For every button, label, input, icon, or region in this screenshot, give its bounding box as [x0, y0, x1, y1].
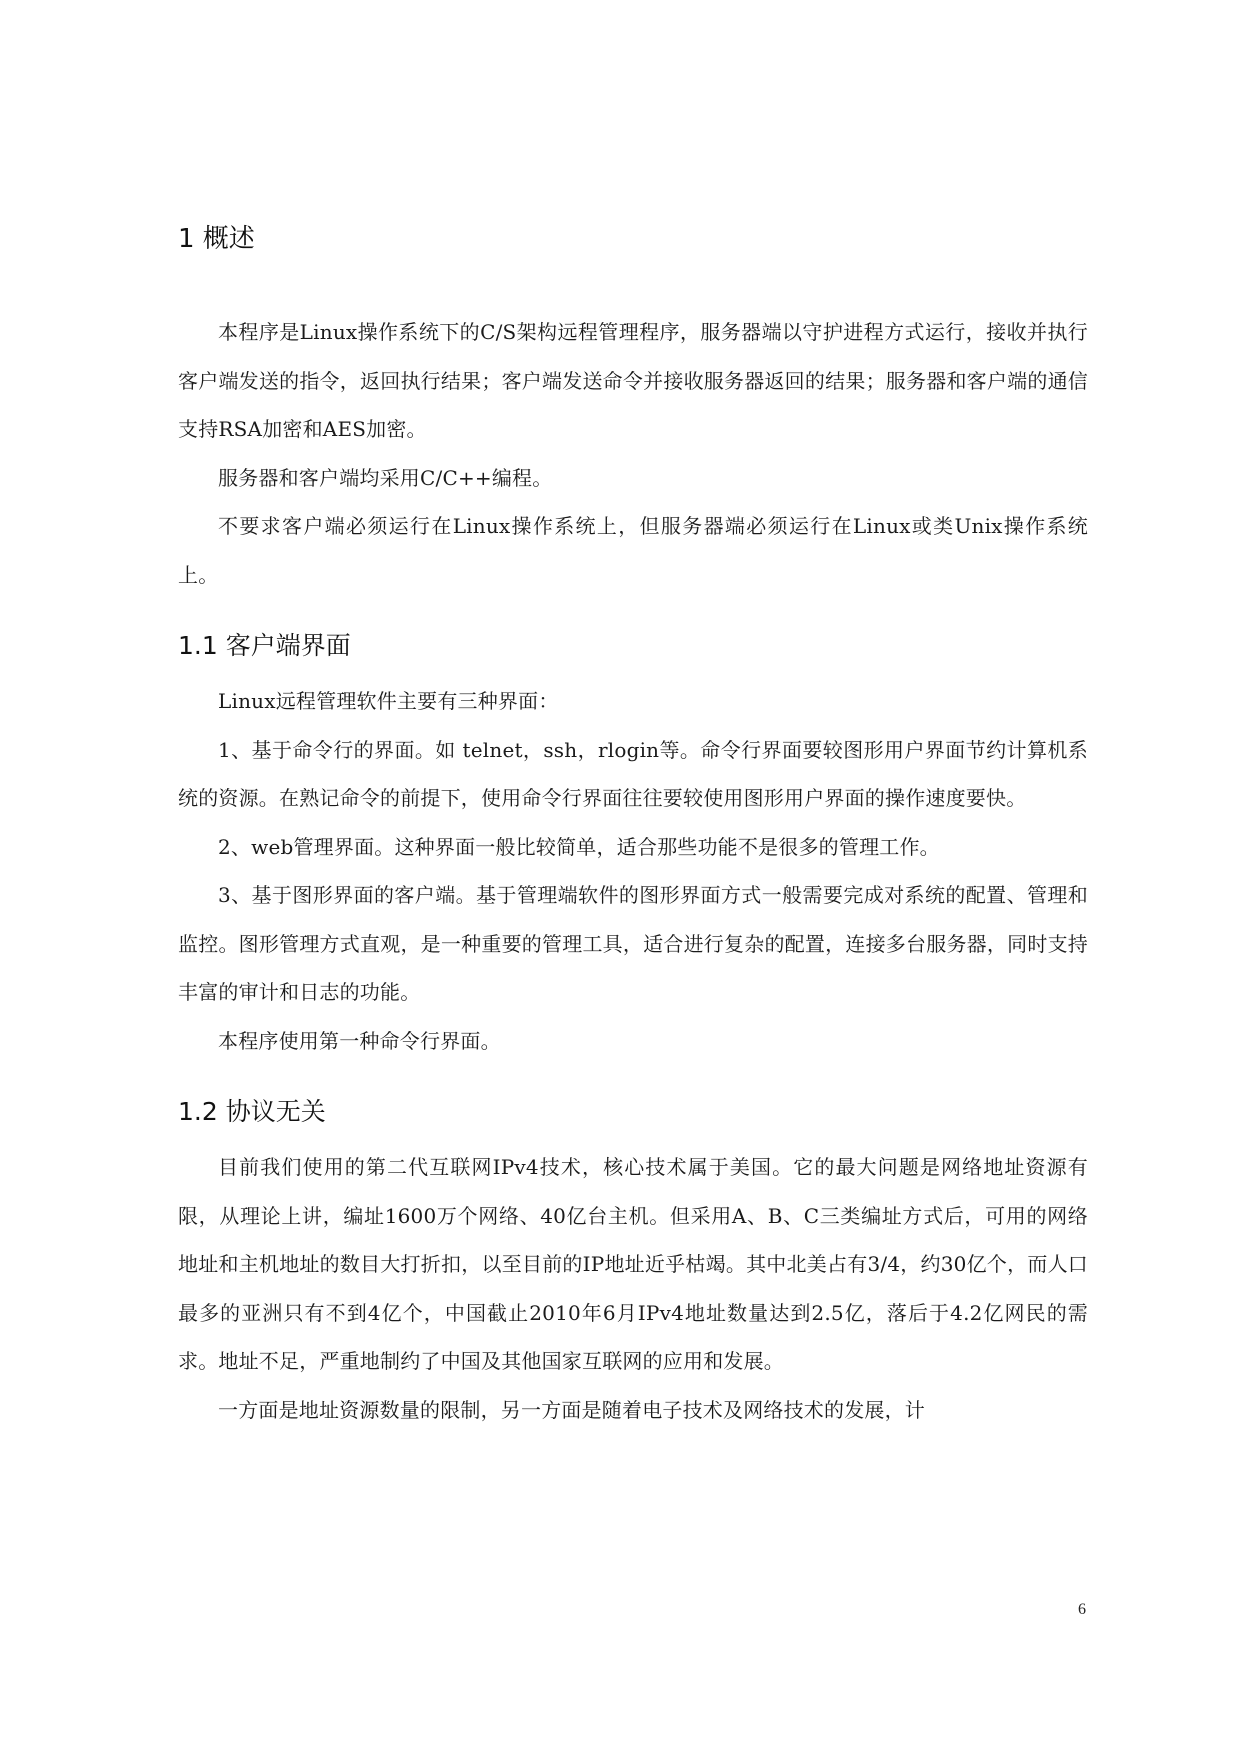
section-client-interface: [178, 629, 1088, 1065]
paragraph: 不要求客户端必须运行在Linux操作系统上，但服务器端必须运行在Linux或类Unix操作系统上。: [178, 514, 1088, 587]
paragraph: 本程序使用第一种命令行界面。: [218, 1028, 501, 1053]
paragraph: 1、基于命令行的界面。如 telnet，ssh，rlogin等。命令行界面要较图形用户界面节约计算机系统的资源。在熟记命令的前提下，使用命令行界面往往要较使用图形用户界面的操作速度要快。: [178, 737, 1088, 810]
chapter-heading: 1 概述: [178, 224, 255, 254]
intro-section: [178, 308, 1088, 599]
section-heading: 1.1 客户端界面: [178, 631, 351, 660]
paragraph: 一方面是地址资源数量的限制，另一方面是随着电子技术及网络技术的发展，计: [218, 1397, 925, 1422]
paragraph: 3、基于图形界面的客户端。基于管理端软件的图形界面方式一般需要完成对系统的配置、管理和监控。图形管理方式直观，是一种重要的管理工具，适合进行复杂的配置，连接多台服务器，同时支持丰富的审计和日志的功能。: [178, 883, 1088, 1004]
paragraph: 本程序是Linux操作系统下的C/S架构远程管理程序，服务器端以守护进程方式运行，接收并执行客户端发送的指令，返回执行结果；客户端发送命令并接收服务器返回的结果；服务器和客户端的通信支持RSA加密和AES加密。: [178, 320, 1088, 441]
paragraph: 目前我们使用的第二代互联网IPv4技术，核心技术属于美国。它的最大问题是网络地址资源有限，从理论上讲，编址1600万个网络、40亿台主机。但采用A、B、C三类编址方式后，可用的网络地址和主机地址的数目大打折扣，以至目前的IP地址近乎枯竭。其中北美占有3/4，约30亿个，而人口最多的亚洲只有不到4亿个，中国截止2010年6月IPv4地址数量达到2.5亿，落后于4.2亿网民的需求。地址不足，严重地制约了中国及其他国家互联网的应用和发展。: [178, 1155, 1088, 1373]
paragraph: 2、web管理界面。这种界面一般比较简单，适合那些功能不是很多的管理工作。: [218, 834, 940, 859]
section-heading: 1.2 协议无关: [178, 1097, 326, 1126]
page-number: 6: [1078, 1601, 1086, 1618]
paragraph: Linux远程管理软件主要有三种界面：: [218, 689, 559, 713]
page-content: [178, 222, 1088, 1434]
section-protocol-independent: [178, 1095, 1088, 1434]
paragraph: 服务器和客户端均采用C/C++编程。: [218, 465, 553, 490]
